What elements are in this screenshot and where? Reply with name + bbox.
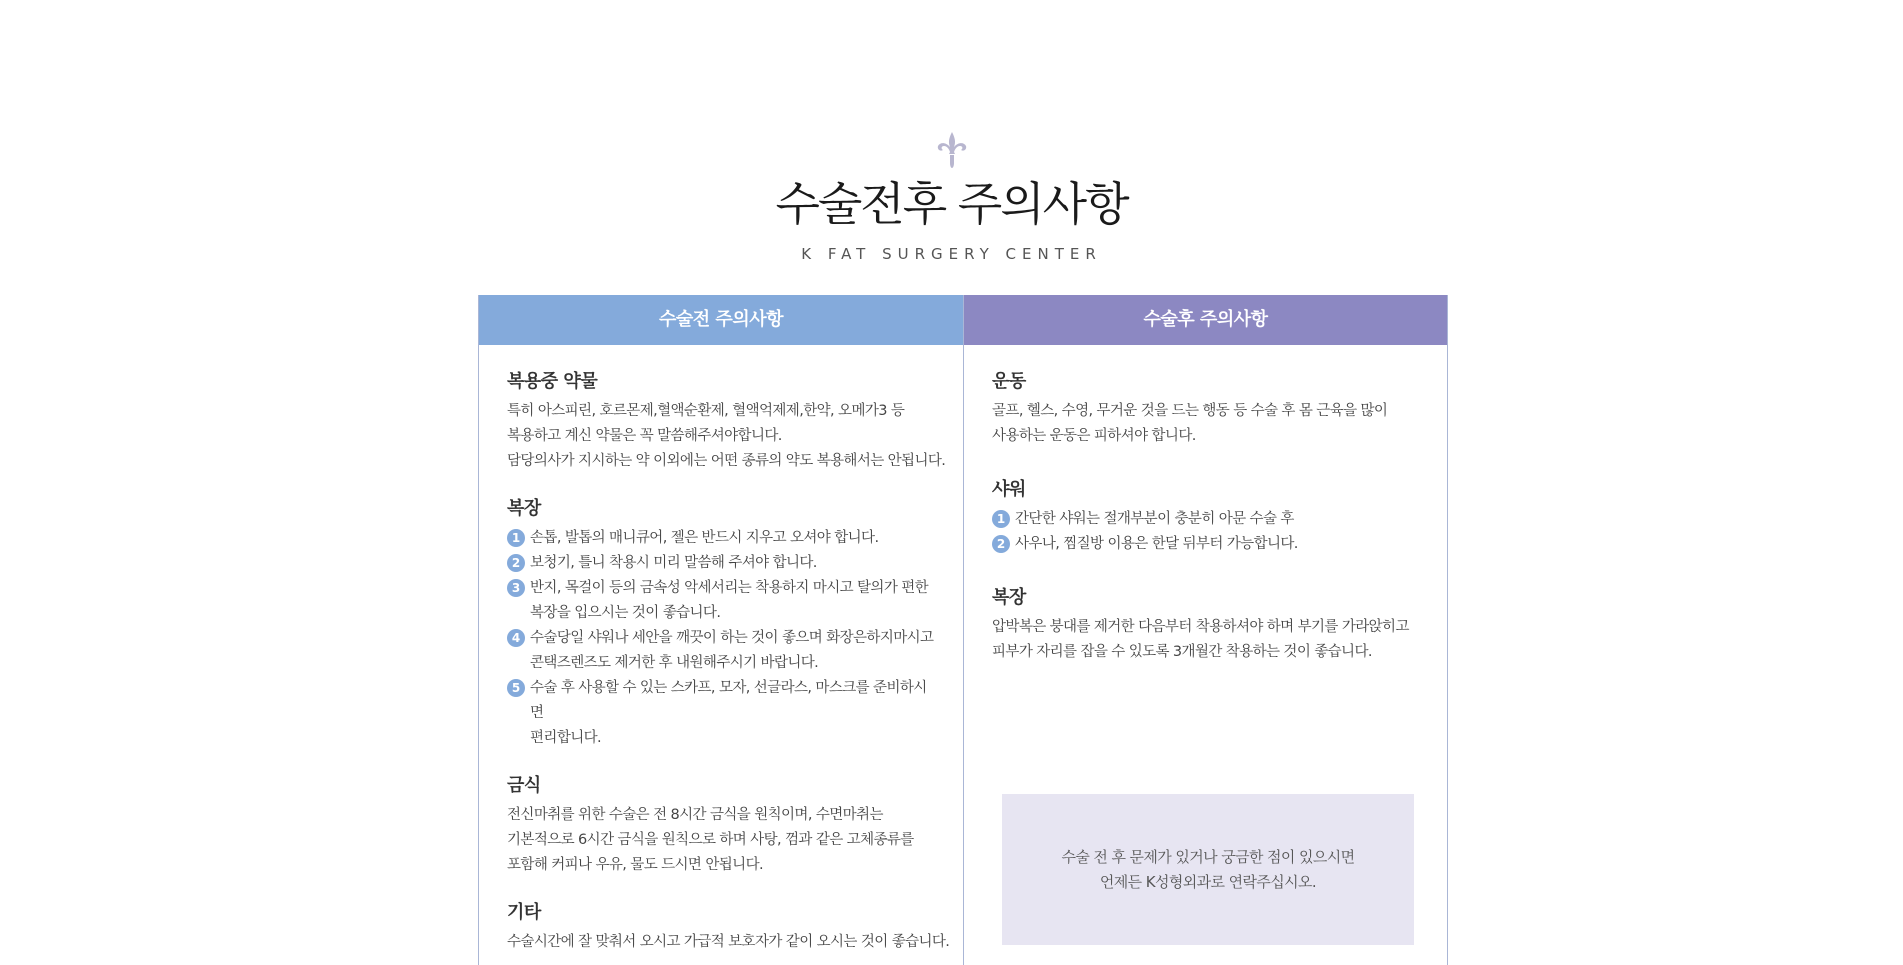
before-surgery-column — [479, 295, 964, 965]
list-item-text: 반지, 목걸이 등의 금속성 악세서리는 착용하지 마시고 탈의가 편한 복장을 입으시는 것이 좋습니다. — [530, 580, 929, 621]
medication-title: 복용중 약물 — [507, 371, 598, 392]
after-clothing-title: 복장 — [992, 587, 1026, 608]
after-clothing-line: 압박복은 붕대를 제거한 다음부터 착용하셔야 하며 부기를 가라앉히고 — [992, 619, 1409, 635]
page-header — [0, 130, 1903, 264]
number-badge-icon: 2 — [507, 554, 525, 572]
exercise-line: 골프, 헬스, 수영, 무거운 것을 드는 행동 등 수술 후 몸 근육을 많이 — [992, 403, 1388, 419]
page-subtitle: K FAT SURGERY CENTER — [801, 245, 1102, 263]
page-title: 수술전후 주의사항 — [775, 177, 1128, 231]
list-item-text: 사우나, 찜질방 이용은 한달 뒤부터 가능합니다. — [1015, 536, 1298, 552]
number-badge-icon: 3 — [507, 579, 525, 597]
list-item — [507, 526, 935, 551]
shower-title: 샤워 — [992, 479, 1026, 500]
fasting-section — [507, 773, 935, 878]
list-item-text: 간단한 샤워는 절개부분이 충분히 아문 수술 후 — [1015, 511, 1294, 527]
after-clothing-section — [992, 585, 1419, 665]
number-badge-icon: 4 — [507, 629, 525, 647]
medication-line: 특히 아스피린, 호르몬제,혈액순환제, 혈액억제제,한약, 오메가3 등 — [507, 403, 905, 419]
number-badge-icon: 1 — [507, 529, 525, 547]
contact-line: 수술 전 후 문제가 있거나 궁금한 점이 있으시면 — [1061, 847, 1355, 866]
before-surgery-heading: 수술전 주의사항 — [479, 295, 963, 345]
fasting-line: 전신마취를 위한 수술은 전 8시간 금식을 원칙이며, 수면마취는 — [507, 807, 883, 823]
exercise-title: 운동 — [992, 371, 1026, 392]
list-item-text: 손톱, 발톱의 매니큐어, 젤은 반드시 지우고 오셔야 합니다. — [530, 530, 879, 546]
etc-line: 수술시간에 잘 맞춰서 오시고 가급적 보호자가 같이 오시는 것이 좋습니다. — [507, 934, 950, 950]
list-item — [992, 532, 1419, 557]
after-surgery-column — [964, 295, 1447, 965]
exercise-section — [992, 369, 1419, 449]
fasting-line: 기본적으로 6시간 금식을 원칙으로 하며 사탕, 껌과 같은 고체종류를 — [507, 832, 914, 848]
list-item — [507, 676, 935, 751]
after-clothing-line: 피부가 자리를 잡을 수 있도록 3개월간 착용하는 것이 좋습니다. — [992, 644, 1372, 660]
etc-title: 기타 — [507, 902, 541, 923]
fleur-de-lis-icon — [932, 130, 972, 170]
list-item-text: 보청기, 틀니 착용시 미리 말씀해 주셔야 합니다. — [530, 555, 817, 571]
medication-line: 담당의사가 지시하는 약 이외에는 어떤 종류의 약도 복용해서는 안됩니다. — [507, 453, 946, 469]
list-item-text: 수술당일 샤워나 세안을 깨끗이 하는 것이 좋으며 화장은하지마시고 콘택즈렌즈도 제거한 후 내원해주시기 바랍니다. — [530, 630, 934, 671]
shower-section — [992, 477, 1419, 557]
precautions-table — [478, 295, 1448, 965]
contact-line: 언제든 K성형외과로 연락주십시오. — [1099, 872, 1317, 891]
number-badge-icon: 1 — [992, 510, 1010, 528]
contact-notice — [1002, 794, 1414, 945]
number-badge-icon: 5 — [507, 679, 525, 697]
number-badge-icon: 2 — [992, 535, 1010, 553]
after-surgery-heading: 수술후 주의사항 — [964, 295, 1447, 345]
list-item — [507, 576, 935, 626]
list-item — [992, 507, 1419, 532]
after-surgery-body — [964, 345, 1447, 665]
list-item-text: 수술 후 사용할 수 있는 스카프, 모자, 선글라스, 마스크를 준비하시면 편리합니다. — [530, 680, 927, 746]
list-item — [507, 551, 935, 576]
clothing-section — [507, 496, 935, 751]
before-surgery-body — [479, 345, 963, 955]
clothing-title: 복장 — [507, 498, 541, 519]
medication-line: 복용하고 계신 약물은 꼭 말씀해주셔야합니다. — [507, 428, 782, 444]
medication-section — [507, 369, 946, 474]
fasting-title: 금식 — [507, 775, 541, 796]
list-item — [507, 626, 935, 676]
exercise-line: 사용하는 운동은 피하셔야 합니다. — [992, 428, 1196, 444]
fasting-line: 포함해 커피나 우유, 물도 드시면 안됩니다. — [507, 857, 763, 873]
etc-section — [507, 900, 950, 955]
